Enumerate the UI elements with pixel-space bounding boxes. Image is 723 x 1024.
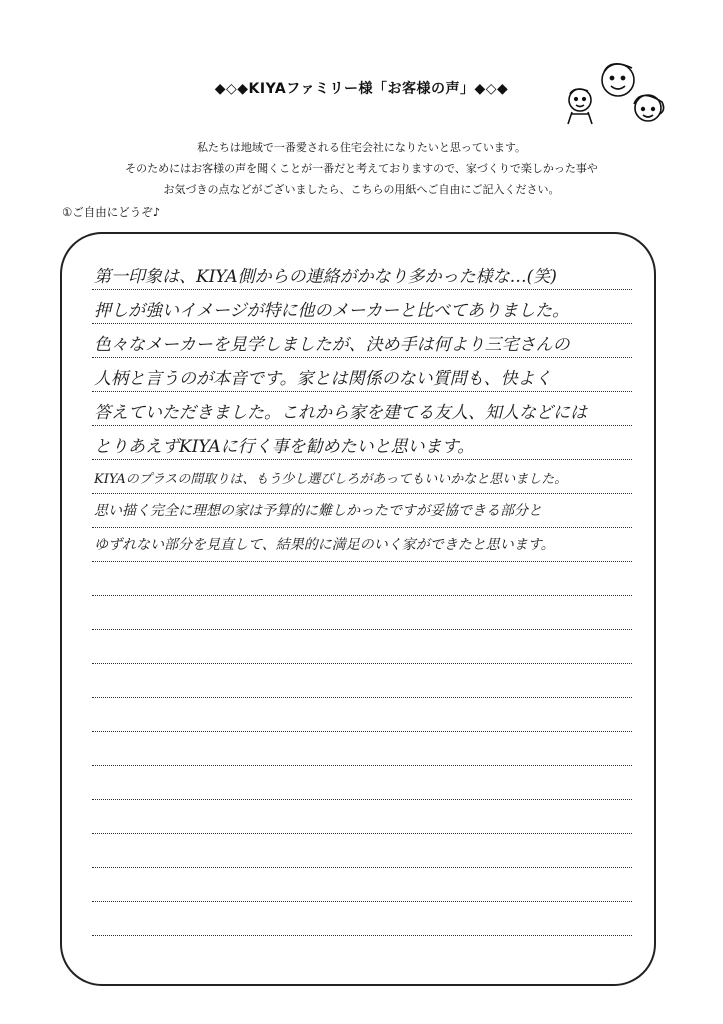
ruled-line bbox=[92, 765, 632, 766]
handwritten-line: 思い描く完全に理想の家は予算的に難しかったですが妥協できる部分と bbox=[94, 503, 542, 519]
handwritten-line: 第一印象は、KIYA側からの連絡がかなり多かった様な…(笑) bbox=[94, 267, 557, 287]
intro-line: お気づきの点などがございましたら、こちらの用紙へご自由にご記入ください。 bbox=[163, 183, 560, 196]
ruled-line bbox=[92, 323, 632, 324]
handwritten-line: ゆずれない部分を見直して、結果的に満足のいく家ができたと思います。 bbox=[94, 537, 555, 553]
ruled-line bbox=[92, 867, 632, 868]
intro-line: 私たちは地域で一番愛される住宅会社になりたいと思っています。 bbox=[196, 141, 527, 154]
ruled-line bbox=[92, 901, 632, 902]
ruled-line bbox=[92, 629, 632, 630]
ruled-line bbox=[92, 391, 632, 392]
ruled-line bbox=[92, 561, 632, 562]
ruled-line bbox=[92, 731, 632, 732]
ruled-line bbox=[92, 493, 632, 494]
handwritten-line: 押しが強いイメージが特に他のメーカーと比べてありました。 bbox=[94, 301, 570, 321]
handwritten-line: 人柄と言うのが本音です。家とは関係のない質問も、快よく bbox=[94, 369, 552, 389]
ruled-line bbox=[92, 527, 632, 528]
free-comment-prompt: ①ご自由にどうぞ♪ bbox=[62, 205, 161, 219]
handwritten-line: とりあえずKIYAに行く事を勧めたいと思います。 bbox=[94, 437, 475, 457]
handwritten-line: KIYAのプラスの間取りは、もう少し選びしろがあってもいいかなと思いました。 bbox=[94, 472, 568, 487]
ruled-line bbox=[92, 459, 632, 460]
ruled-line bbox=[92, 935, 632, 936]
ruled-line bbox=[92, 833, 632, 834]
ruled-line bbox=[92, 799, 632, 800]
handwritten-line: 色々なメーカーを見学しましたが、決め手は何より三宅さんの bbox=[94, 335, 570, 355]
intro-line: そのためにはお客様の声を聞くことが一番だと考えておりますので、家づくりで楽しかった事や bbox=[125, 162, 598, 175]
handwritten-line: 答えていただきました。これから家を建てる友人、知人などには bbox=[94, 403, 587, 423]
ruled-line bbox=[92, 697, 632, 698]
ruled-line bbox=[92, 595, 632, 596]
ruled-line bbox=[92, 289, 632, 290]
ruled-line bbox=[92, 357, 632, 358]
page-title: ◆◇◆KIYAファミリー様「お客様の声」◆◇◆ bbox=[214, 81, 509, 97]
ruled-line bbox=[92, 663, 632, 664]
ruled-line bbox=[92, 425, 632, 426]
